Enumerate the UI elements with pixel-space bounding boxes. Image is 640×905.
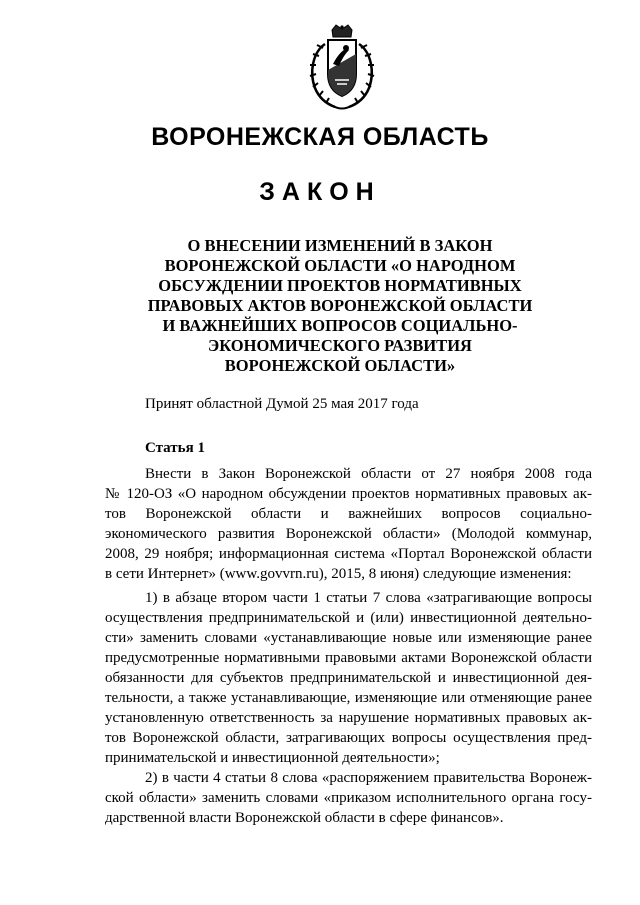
article-intro bbox=[105, 464, 592, 584]
text-line: тельности, а также устанавливающие, изменяющие или отменяющие ранее bbox=[105, 690, 592, 706]
document-type: ЗАКОН bbox=[259, 178, 381, 206]
text-line: тов Воронежской области и важнейших вопросов социально- bbox=[105, 506, 592, 522]
text-line: Внести в Закон Воронежской области от 27 ноября 2008 года bbox=[145, 466, 592, 482]
law-title bbox=[120, 236, 560, 376]
text-line: сти» заменить словами «устанавливающие новые или изменяющие ранее bbox=[105, 630, 592, 646]
text-line: 2008, 29 ноября; информационная система «Портал Воронежской области bbox=[105, 546, 592, 562]
text-line: предусмотренные нормативными правовыми актами Воронежской области bbox=[105, 650, 592, 666]
text-line: 2) в части 4 статьи 8 слова «распоряжением правительства Воронеж- bbox=[145, 770, 592, 786]
title-line: ВОРОНЕЖСКОЙ ОБЛАСТИ» bbox=[224, 356, 456, 375]
text-line: экономического развития Воронежской области» (Молодой коммунар, bbox=[105, 526, 592, 542]
title-line: ЭКОНОМИЧЕСКОГО РАЗВИТИЯ bbox=[208, 336, 472, 355]
text-line: принимательской и инвестиционной деятельности»; bbox=[105, 750, 440, 766]
text-line: ской области» заменить словами «приказом исполнительного органа госу- bbox=[105, 790, 592, 806]
title-line: И ВАЖНЕЙШИХ ВОПРОСОВ СОЦИАЛЬНО- bbox=[162, 316, 518, 335]
coat-of-arms-icon bbox=[305, 24, 379, 112]
text-line: установленную ответственность за нарушение нормативных правовых ак- bbox=[105, 710, 592, 726]
title-line: ВОРОНЕЖСКОЙ ОБЛАСТИ «О НАРОДНОМ bbox=[164, 256, 516, 275]
amendment-item-1 bbox=[105, 588, 592, 768]
amendment-item-2 bbox=[105, 768, 592, 828]
text-line: обязанности для субъектов предпринимательской и инвестиционной дея- bbox=[105, 670, 592, 686]
region-name: ВОРОНЕЖСКАЯ ОБЛАСТЬ bbox=[151, 123, 489, 151]
text-line: дарственной власти Воронежской области в сфере финансов». bbox=[105, 810, 504, 826]
text-line: в сети Интернет» (www.govvrn.ru), 2015, 8 июня) следующие изменения: bbox=[105, 566, 572, 582]
title-line: О ВНЕСЕНИИ ИЗМЕНЕНИЙ В ЗАКОН bbox=[187, 236, 493, 255]
article-heading: Статья 1 bbox=[145, 440, 205, 456]
adoption-date: Принят областной Думой 25 мая 2017 года bbox=[145, 396, 419, 412]
text-line: осуществления предпринимательской и (или) инвестиционной деятельно- bbox=[105, 610, 592, 626]
text-line: № 120-ОЗ «О народном обсуждении проектов нормативных правовых ак- bbox=[105, 486, 592, 502]
title-line: ОБСУЖДЕНИИ ПРОЕКТОВ НОРМАТИВНЫХ bbox=[158, 276, 522, 295]
text-line: 1) в абзаце втором части 1 статьи 7 слова «затрагивающие вопросы bbox=[145, 590, 592, 606]
title-line: ПРАВОВЫХ АКТОВ ВОРОНЕЖСКОЙ ОБЛАСТИ bbox=[147, 296, 533, 315]
text-line: тов Воронежской области, затрагивающих вопросы осуществления пред- bbox=[105, 730, 592, 746]
